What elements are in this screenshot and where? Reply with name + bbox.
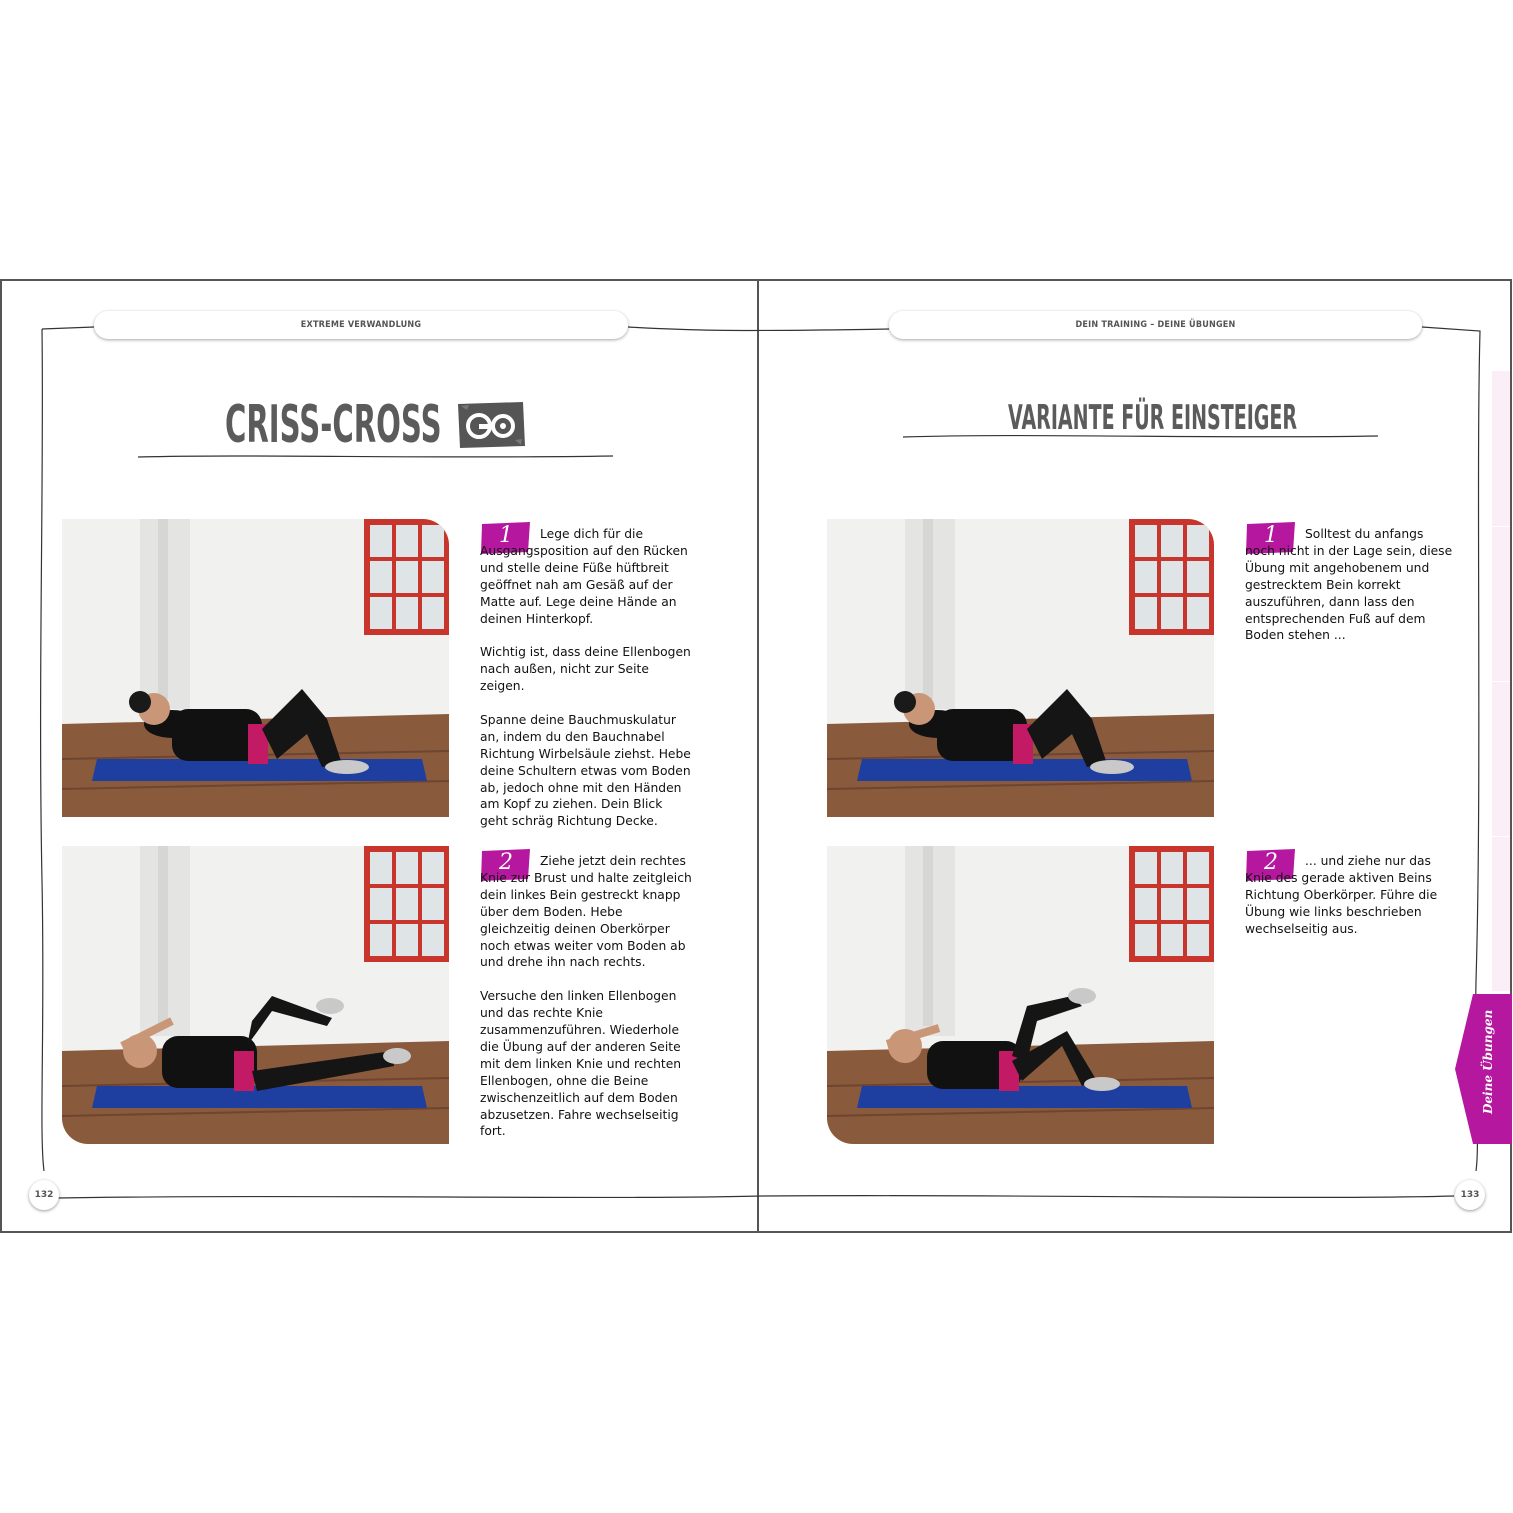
photo-left-step-2 — [62, 846, 449, 1144]
paragraph: Spanne deine Bauchmuskulatur an, indem du den Bauchnabel Richtung Wirbelsäule ziehst. Hebe deine Schultern etwas vom Boden ab, jedoch ohne mit den Händen am Kopf zu ziehen. Dein Blick geht schräg Richtung Decke. — [480, 712, 691, 829]
paragraph: Versuche den linken Ellenbogen und das rechte Knie zusammenzuführen. Wiederhole die Übung auf der anderen Seite mit dem linken Knie und rechten Ellenbogen, ohne die Beine zwischenzeitlich auf dem Boden abzusetzen. Fahre wechselseitig fort. — [480, 989, 682, 1139]
exercise-title: CRISS-CROSS — [225, 395, 442, 455]
step-number: 1 — [1264, 523, 1278, 548]
step-1-text-left — [480, 526, 692, 847]
step-2-text-right — [1245, 853, 1457, 954]
variant-title: VARIANTE FÜR EINSTEIGER — [1008, 398, 1298, 438]
section-tab-label: Deine Übungen — [1481, 1009, 1495, 1114]
thumb-index-strip — [1492, 371, 1510, 991]
step-1-text-right — [1245, 526, 1457, 661]
paragraph: Solltest du anfangs noch nicht in der Lage sein, diese Übung mit angehobenem und gestrecktem Bein korrekt auszuführen, dann lass den entsprechenden Fuß auf dem Boden stehen ... — [1245, 527, 1453, 643]
paragraph: Ziehe jetzt dein rechtes Knie zur Brust und halte zeitgleich dein linkes Bein gestreckt knapp über dem Boden. Hebe gleichzeitig deinen Oberkörper noch etwas weiter vom Boden ab und drehe ihn nach rechts. — [480, 854, 692, 970]
page-number-right: 133 — [1455, 1180, 1485, 1210]
step-number: 2 — [499, 850, 513, 875]
paragraph: Wichtig ist, dass deine Ellenbogen nach außen, nicht zur Seite zeigen. — [480, 645, 691, 694]
left-running-header: EXTREME VERWANDLUNG — [94, 311, 628, 339]
right-running-header: DEIN TRAINING – DEINE ÜBUNGEN — [889, 311, 1422, 339]
paragraph: Lege dich für die Ausgangsposition auf den Rücken und stelle deine Füße hüftbreit geöffnet nah am Gesäß auf der Matte auf. Lege deine Hände an deinen Hinterkopf. — [480, 527, 688, 626]
section-tab[interactable] — [1455, 994, 1512, 1144]
photo-right-step-2 — [827, 846, 1214, 1144]
paragraph: ... und ziehe nur das Knie des gerade aktiven Beins Richtung Oberkörper. Führe die Übung wie links beschrieben wechselseitig aus. — [1245, 854, 1438, 936]
step-number: 1 — [499, 523, 513, 548]
step-2-text-left — [480, 853, 692, 1157]
step-number: 2 — [1264, 850, 1278, 875]
photo-right-step-1 — [827, 519, 1214, 817]
book-spread — [0, 279, 1512, 1233]
go-badge-icon — [455, 400, 527, 450]
page-number-left: 132 — [29, 1180, 59, 1210]
photo-left-step-1 — [62, 519, 449, 817]
